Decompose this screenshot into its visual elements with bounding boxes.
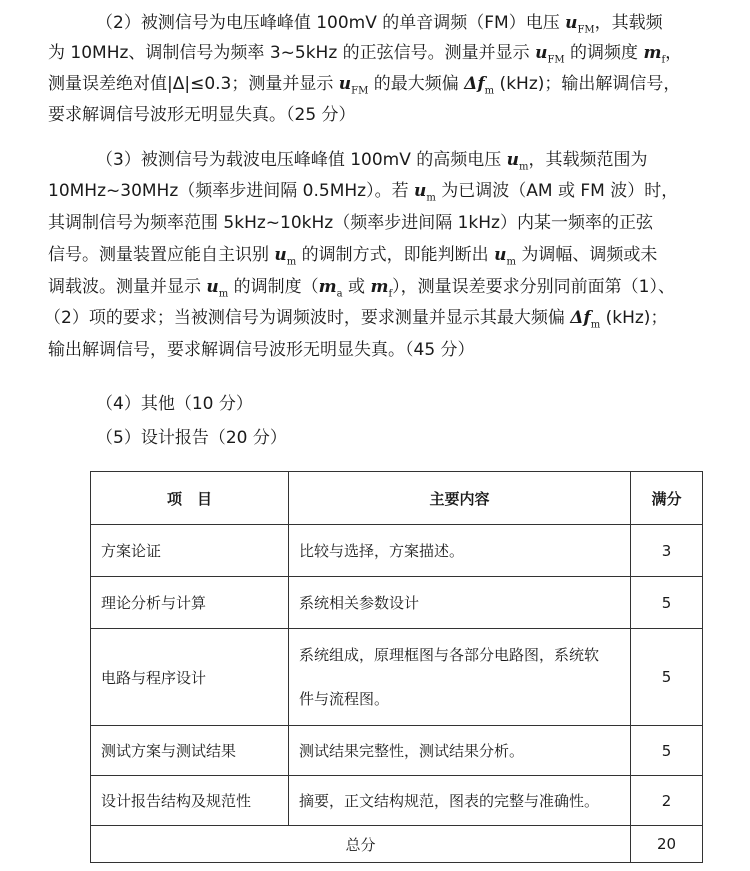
p3-line-5 bbox=[48, 272, 675, 299]
row-item: 测试方案与测试结果 bbox=[91, 726, 289, 776]
paragraph-4: （4）其他（10 分） bbox=[96, 394, 253, 414]
row-content-line-1: 系统组成，原理框图与各部分电路图，系统软 bbox=[299, 646, 600, 664]
row-content: 测试结果完整性，测试结果分析。 bbox=[289, 726, 631, 776]
p3-text-4b: 的调制方式，即能判断出 bbox=[296, 245, 495, 265]
var-u: u bbox=[494, 245, 507, 265]
p3-text-3: 其调制信号为频率范围 5kHz~10kHz（频率步进间隔 1kHz）内某一频率的正弦 bbox=[48, 213, 653, 233]
sub-m: m bbox=[590, 319, 601, 331]
p3-text-4c: 为调幅、调频或未 bbox=[515, 245, 658, 265]
sub-m: m bbox=[218, 288, 229, 300]
var-mf bbox=[370, 277, 393, 300]
var-m: m bbox=[318, 277, 337, 297]
row-item: 电路与程序设计 bbox=[91, 629, 289, 726]
p2-line-3-text: 测量误差绝对值|Δ|≤0.3；测量并显示 $u_{FM}$ 的最大频偏 $\Delta f_m$ (kHz)；输出解调信号， bbox=[48, 74, 681, 97]
p3-text-5d: ），测量误差要求分别同前面第（1）、 bbox=[392, 277, 675, 297]
p3-line-6 bbox=[44, 303, 667, 330]
p3-text-4a: 信号。测量装置应能自主识别 bbox=[48, 245, 275, 265]
sub-m: m bbox=[286, 256, 297, 268]
table-row bbox=[91, 525, 703, 577]
total-label: 总分 bbox=[91, 826, 631, 863]
header-content: 主要内容 bbox=[289, 472, 631, 525]
table-row bbox=[91, 577, 703, 629]
p3-line-2 bbox=[48, 176, 678, 203]
var-m-f: $m_f$ bbox=[643, 43, 666, 66]
p3-text-1b: ，其载频范围为 bbox=[528, 150, 648, 170]
var-um-3 bbox=[274, 245, 297, 268]
p3-text-5b: 的调制度（ bbox=[228, 277, 319, 297]
p3-line-3 bbox=[48, 208, 653, 233]
table-header-row bbox=[91, 472, 703, 525]
p2-line-2-text: 为 10MHz、调制信号为频率 3~5kHz 的正弦信号。测量并显示 $u_{FM}$ 的调频度 $m_f$， bbox=[48, 43, 683, 66]
p3-text-5a: 调载波。测量并显示 bbox=[48, 277, 207, 297]
row-score: 5 bbox=[631, 577, 703, 629]
row-item: 方案论证 bbox=[91, 525, 289, 577]
row-item: 理论分析与计算 bbox=[91, 577, 289, 629]
sub-f: f bbox=[388, 288, 393, 300]
p3-text-6a: （2）项的要求；当被测信号为调频波时，要求测量并显示其最大频偏 bbox=[44, 308, 571, 328]
sub-m: m bbox=[506, 256, 516, 268]
var-u: u bbox=[274, 245, 287, 265]
p3-text-2a: 10MHz~30MHz（频率步进间隔 0.5MHz）。若 bbox=[48, 181, 414, 201]
row-score: 3 bbox=[631, 525, 703, 577]
p3-text-5c: 或 bbox=[342, 277, 371, 297]
p2-line-1 bbox=[96, 8, 663, 35]
p3-text-7: 输出解调信号，要求解调信号波形无明显失真。（45 分） bbox=[48, 340, 475, 360]
p3-line-4 bbox=[48, 240, 657, 267]
var-um-2 bbox=[413, 181, 436, 204]
var-um-4 bbox=[494, 245, 516, 268]
p2-text-b: ，其载频 bbox=[594, 13, 663, 33]
sub-a: a bbox=[336, 288, 343, 300]
header-item: 项 目 bbox=[91, 472, 289, 525]
var-u: u bbox=[206, 277, 219, 297]
var-u: u bbox=[506, 150, 520, 170]
var-u-FM: $u_{FM}$ bbox=[565, 13, 595, 36]
row-content: 系统相关参数设计 bbox=[289, 577, 631, 629]
p3-text-1a: （3）被测信号为载波电压峰峰值 100mV 的高频电压 bbox=[96, 150, 507, 170]
p2-line-4 bbox=[48, 100, 356, 125]
row-score: 5 bbox=[631, 629, 703, 726]
var-Δf-m: $\Delta f_m$ bbox=[464, 74, 495, 97]
p3-line-1 bbox=[96, 145, 648, 172]
table-total-row bbox=[91, 826, 703, 863]
score-table bbox=[90, 471, 703, 863]
p2-line-4-text: 要求解调信号波形无明显失真。（25 分） bbox=[48, 105, 356, 125]
var-ma bbox=[318, 277, 343, 300]
var-dfm bbox=[570, 308, 601, 331]
p2-line-3 bbox=[48, 69, 680, 96]
p3-line-7 bbox=[48, 335, 475, 360]
p2-line-2 bbox=[48, 38, 682, 65]
var-um-1 bbox=[506, 150, 529, 173]
var-u-FM: $u_{FM}$ bbox=[338, 74, 369, 97]
var-um-5 bbox=[206, 277, 229, 300]
var-u-FM: $u_{FM}$ bbox=[535, 43, 565, 66]
p3-text-2b: 为已调波（AM 或 FM 波）时， bbox=[435, 181, 679, 201]
row-score: 5 bbox=[631, 726, 703, 776]
table-row bbox=[91, 726, 703, 776]
p3-text-6b: (kHz)； bbox=[600, 308, 668, 328]
var-u: u bbox=[413, 181, 427, 201]
row-content: 摘要，正文结构规范，图表的完整与准确性。 bbox=[289, 776, 631, 826]
row-content-line-2: 件与流程图。 bbox=[299, 690, 390, 708]
total-score: 20 bbox=[631, 826, 703, 863]
row-score: 2 bbox=[631, 776, 703, 826]
table-row bbox=[91, 629, 703, 726]
row-content: 比较与选择，方案描述。 bbox=[289, 525, 631, 577]
row-content bbox=[289, 629, 631, 726]
sub-m: m bbox=[519, 161, 529, 173]
sub-m: m bbox=[426, 192, 436, 204]
p2-text-a: （2）被测信号为电压峰峰值 100mV 的单音调频（FM）电压 bbox=[96, 13, 566, 33]
table-row bbox=[91, 776, 703, 826]
var-m: m bbox=[370, 277, 389, 297]
row-item: 设计报告结构及规范性 bbox=[91, 776, 289, 826]
header-score: 满分 bbox=[631, 472, 703, 525]
paragraph-5: （5）设计报告（20 分） bbox=[96, 428, 287, 448]
var-df: Δf bbox=[570, 308, 591, 328]
